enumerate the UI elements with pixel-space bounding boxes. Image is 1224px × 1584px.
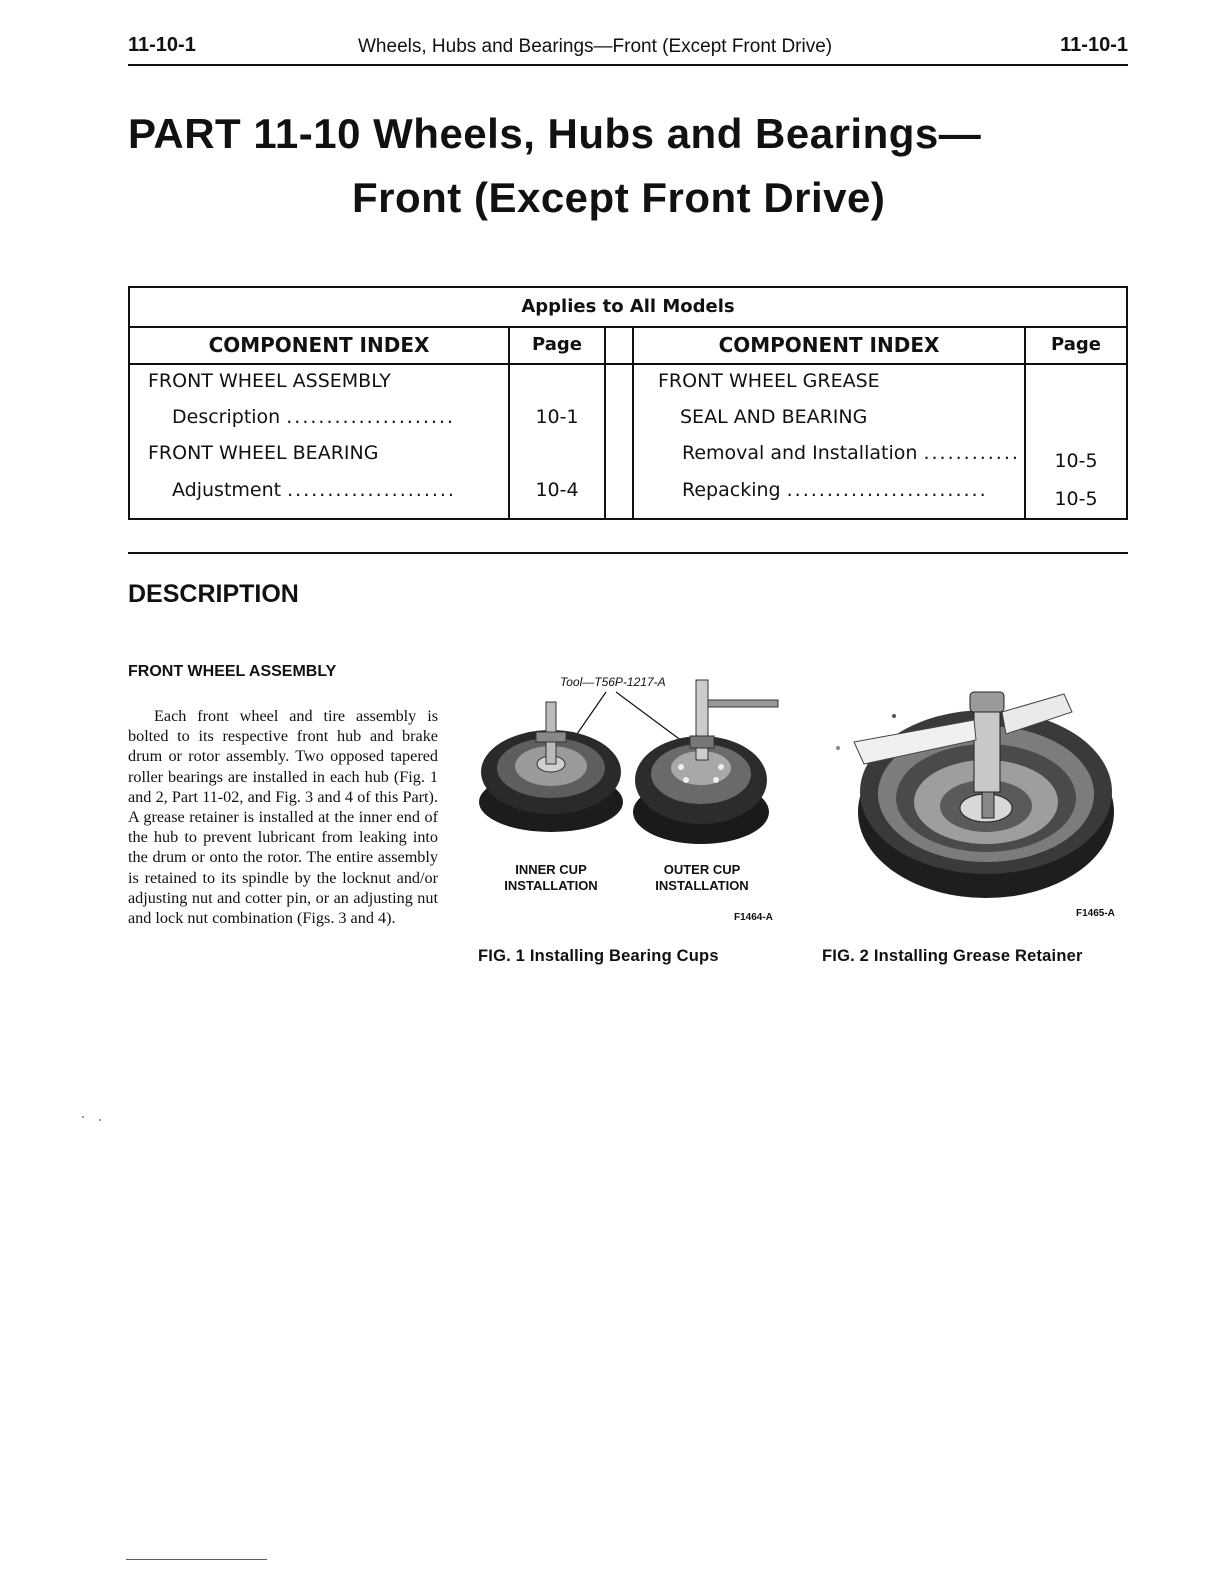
component-index-table (128, 286, 1128, 520)
dot-leader: ..................... (286, 406, 456, 428)
running-header-title: Wheels, Hubs and Bearings—Front (Except Front Drive) (358, 36, 833, 57)
bearing-cup-illustration (476, 672, 786, 868)
figure-2-caption: FIG. 2 Installing Grease Retainer (822, 947, 1083, 965)
outer-cup-label-line-2: INSTALLATION (655, 878, 749, 893)
tool-label: Tool—T56P-1217-A (560, 675, 666, 689)
applies-to-label: Applies to All Models (521, 296, 735, 317)
section-heading: DESCRIPTION (128, 580, 299, 608)
page-number-right: 11-10-1 (1060, 34, 1128, 56)
part-title-line-1: PART 11-10 Wheels, Hubs and Bearings— (128, 110, 982, 157)
scan-speck (99, 1119, 101, 1121)
index-item-label: Adjustment (172, 479, 282, 501)
index-item-repacking (682, 479, 988, 501)
table-rule-applies (130, 326, 1126, 328)
table-rule-header (130, 363, 1126, 365)
figure-1-caption: FIG. 1 Installing Bearing Cups (478, 947, 719, 965)
index-item-removal-installation (682, 442, 1020, 464)
outer-cup-label (646, 862, 758, 894)
table-rule-v2 (604, 326, 606, 520)
left-component-header: COMPONENT INDEX (208, 333, 430, 357)
header-rule (128, 64, 1128, 66)
index-page-repacking: 10-5 (1054, 488, 1098, 510)
index-item-label: Description (172, 406, 281, 428)
left-page-header: Page (532, 334, 582, 355)
index-item-label: Repacking (682, 479, 781, 501)
index-item-description (172, 406, 455, 428)
inner-cup-label-line-1: INNER CUP (515, 862, 587, 877)
part-title-line-2: Front (Except Front Drive) (352, 174, 886, 221)
subsection-heading: FRONT WHEEL ASSEMBLY (128, 663, 337, 680)
footnote-rule (126, 1559, 267, 1560)
index-item-grease-seal: FRONT WHEEL GREASE (658, 370, 880, 392)
dot-leader: ............ (923, 442, 1020, 464)
dot-leader: ..................... (287, 479, 456, 501)
index-item-adjustment (172, 479, 456, 501)
page-number-left: 11-10-1 (128, 34, 196, 56)
body-paragraph: Each front wheel and tire assembly is bolted to its respective front hub and brake drum or rotor assembly. Two opposed tapered roller bearings are installed in each hub (Fig. 1 and 2, Part 11-02, and Fig. 3 and 4 of this Part). A grease retainer is installed at the inner end of the hub to prevent lubricant from leaking into the drum or onto the rotor. The entire assembly is retained to its spindle by the locknut and/or adjusting nut and cotter pin, or an adjusting nut and lock nut combination (Figs. 3 and 4). (128, 707, 438, 928)
grease-retainer-illustration (824, 682, 1120, 902)
dot-leader: ......................... (786, 479, 988, 501)
outer-cup-label-line-1: OUTER CUP (663, 862, 741, 877)
figure-1-code: F1464-A (734, 912, 773, 923)
index-item-front-wheel-bearing: FRONT WHEEL BEARING (148, 442, 379, 464)
index-item-front-wheel-assembly: FRONT WHEEL ASSEMBLY (148, 370, 391, 392)
index-page-description: 10-1 (535, 406, 579, 428)
figure-2-code: F1465-A (1076, 908, 1115, 919)
inner-cup-label (496, 862, 606, 894)
inner-cup-label-line-2: INSTALLATION (504, 878, 598, 893)
right-component-header: COMPONENT INDEX (718, 333, 940, 357)
index-page-removal-installation: 10-5 (1054, 450, 1098, 472)
index-page-adjustment: 10-4 (535, 479, 579, 501)
section-rule (128, 552, 1128, 554)
index-item-seal-and-bearing: SEAL AND BEARING (680, 406, 868, 428)
index-item-label: Removal and Installation (682, 442, 918, 464)
right-page-header: Page (1051, 334, 1101, 355)
scan-speck (82, 1116, 84, 1118)
